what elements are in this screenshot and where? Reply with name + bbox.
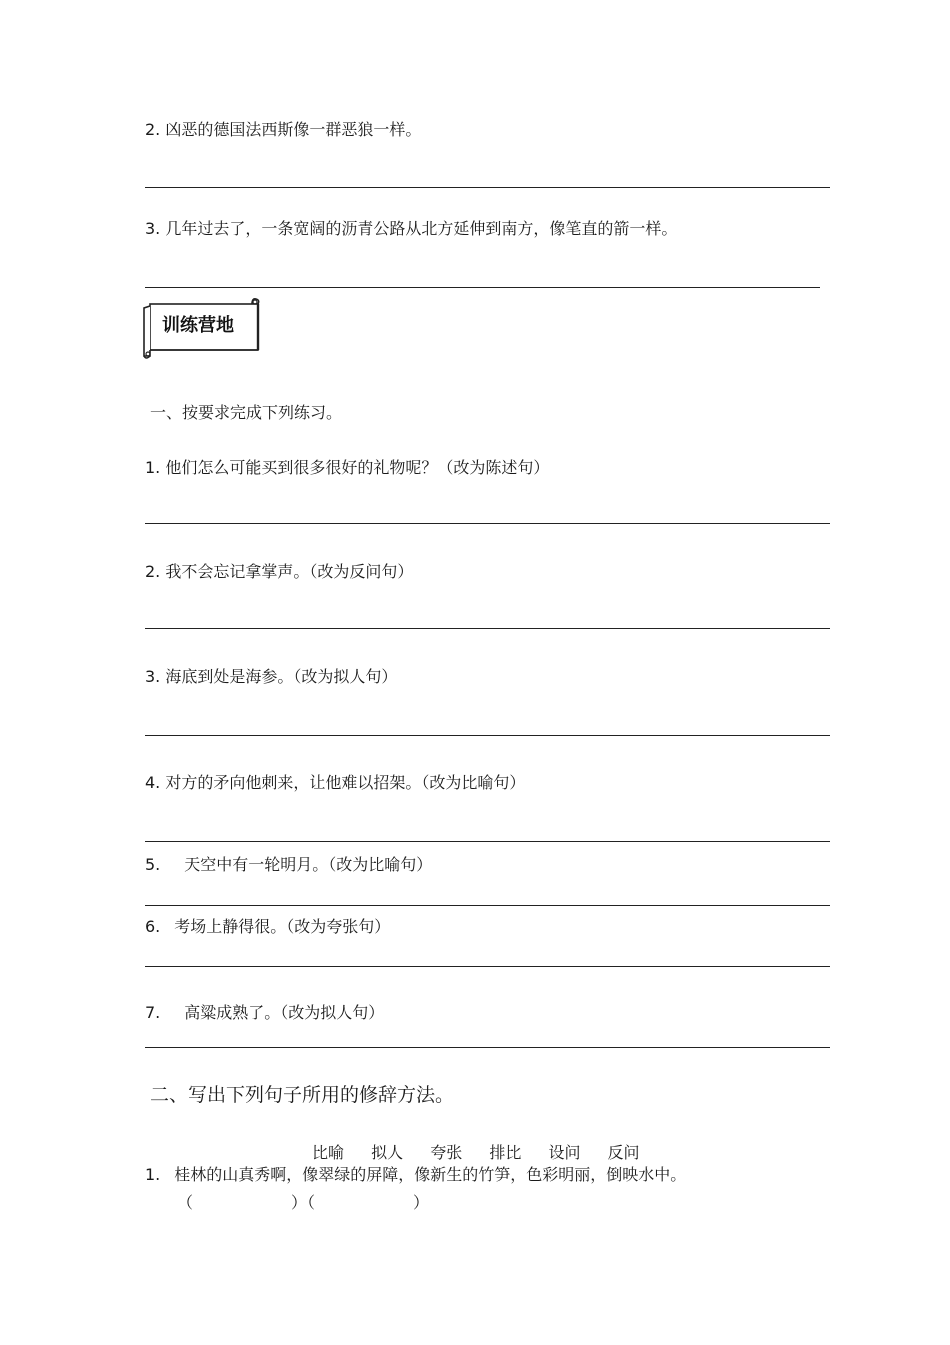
exercise-7 [145,1003,384,1023]
answer-line[interactable] [145,628,830,629]
exercise-number: 6. [145,917,161,936]
exercise-5 [145,855,432,875]
rhetoric-options [312,1140,662,1163]
answer-blank-1[interactable]: （ ） [177,1193,308,1212]
exercise-1: 1. 他们怎么可能买到很多很好的礼物呢？（改为陈述句） [145,458,550,477]
exercise-number: 5. [145,855,161,874]
exercise-number: 1. [145,1165,161,1184]
option-item: 比喻 [312,1143,345,1162]
question-3: 3. 几年过去了，一条宽阔的沥青公路从北方延伸到南方，像笔直的箭一样。 [145,219,678,238]
answer-line[interactable] [145,735,830,736]
answer-line[interactable] [145,1047,830,1048]
option-item: 排比 [489,1143,522,1162]
exercise-text: 高粱成熟了。（改为拟人句） [184,1003,385,1022]
question-2: 2. 凶恶的德国法西斯像一群恶狼一样。 [145,120,422,139]
answer-line[interactable] [145,287,820,288]
exercise-text: 考场上静得很。（改为夸张句） [174,917,391,936]
exercise-6 [145,917,390,937]
answer-line[interactable] [145,905,830,906]
answer-line[interactable] [145,187,830,188]
section-1-title: 一、按要求完成下列练习。 [150,403,343,422]
exercise-3: 3. 海底到处是海参。（改为拟人句） [145,667,398,686]
answer-line[interactable] [145,966,830,967]
exercise-2: 2. 我不会忘记拿掌声。（改为反问句） [145,562,414,581]
rhetoric-question-1 [145,1165,686,1185]
exercise-4: 4. 对方的矛向他刺来，让他难以招架。（改为比喻句） [145,773,526,792]
answer-line[interactable] [145,841,830,842]
section-2-title: 二、写出下列句子所用的修辞方法。 [150,1084,455,1106]
exercise-number: 7. [145,1003,161,1022]
answer-line[interactable] [145,523,830,524]
option-item: 设问 [548,1143,581,1162]
answer-blank-2[interactable]: （ ） [307,1193,430,1212]
answer-parentheses [177,1190,429,1213]
option-item: 拟人 [371,1143,404,1162]
section-banner [142,298,262,360]
option-item: 夸张 [430,1143,463,1162]
option-item: 反问 [607,1143,640,1162]
exercise-text: 桂林的山真秀啊，像翠绿的屏障，像新生的竹笋，色彩明丽，倒映水中。 [174,1165,687,1184]
exercise-text: 天空中有一轮明月。（改为比喻句） [184,855,433,874]
banner-label: 训练营地 [162,315,234,336]
